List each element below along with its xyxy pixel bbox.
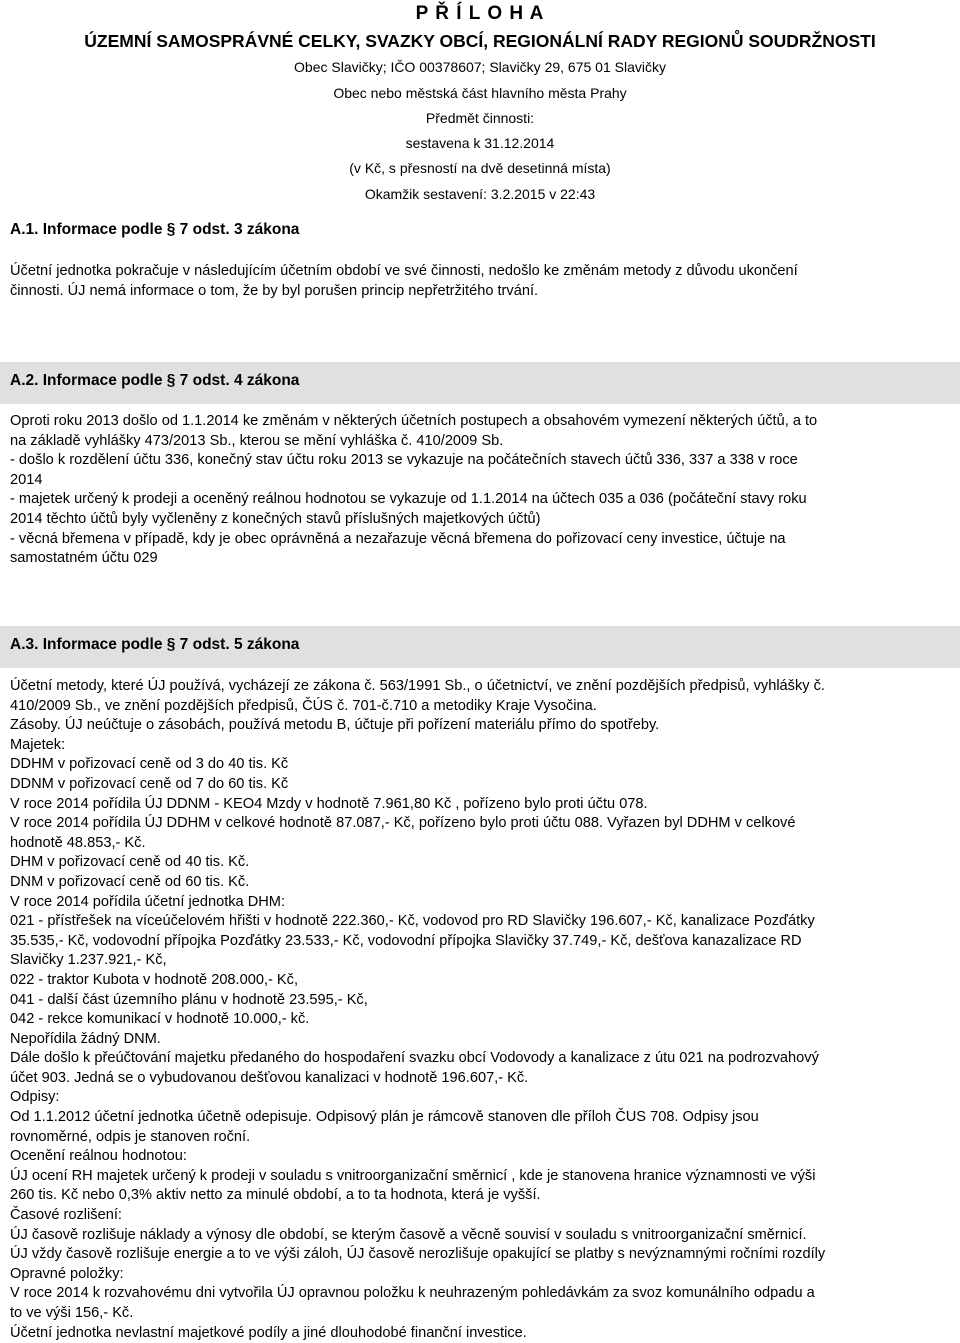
section-heading-a3: A.3. Informace podle § 7 odst. 5 zákona xyxy=(10,636,300,653)
text-line: Oproti roku 2013 došlo od 1.1.2014 ke změnám v některých účetních postupech a obsahovém vymezení některých účtů, a to xyxy=(10,413,818,429)
text-line: Odpisy: xyxy=(10,1089,60,1106)
entity-line: Obec Slavičky; IČO 00378607; Slavičky 29, 675 01 Slavičky xyxy=(294,59,666,75)
timestamp-line: Okamžik sestavení: 3.2.2015 v 22:43 xyxy=(364,186,596,202)
text-line: DNM v pořizovací ceně od 60 tis. Kč. xyxy=(10,873,250,890)
text-line: 410/2009 Sb., ve znění pozdějších předpisů, ČÚS č. 701-č.710 a metodiky Kraje Vysočina. xyxy=(10,697,597,714)
text-line: činnosti. ÚJ nemá informace o tom, že by byl porušen princip nepřetržitého trvání. xyxy=(10,282,539,299)
text-line: DDHM v pořizovací ceně od 3 do 40 tis. Kč xyxy=(10,756,289,773)
text-line: V roce 2014 k rozvahovému dni vytvořila ÚJ opravnou položku k neuhrazeným pohledávkám za svoz komunálního odpadu a xyxy=(10,1285,815,1302)
section-heading-a1: A.1. Informace podle § 7 odst. 3 zákona xyxy=(10,221,300,238)
text-line: - věcná břemena v případě, kdy je obec oprávněná a nezařazuje věcná břemena do pořizovací ceny investice, účtuje na xyxy=(10,530,786,547)
text-line: hodnotě 48.853,- Kč. xyxy=(10,834,146,851)
text-line: rovnoměrné, odpis je stanoven roční. xyxy=(10,1128,251,1145)
text-line: Účetní jednotka pokračuje v následujícím účetním období ve své činnosti, nedošlo ke změnám metody z důvodu ukončení xyxy=(10,263,798,279)
text-line: Majetek: xyxy=(10,736,66,753)
text-line: - došlo k rozdělení účtu 336, konečný stav účtu roku 2013 se vykazuje na počátečních stavech účtů 336, 337 a 338 v roce xyxy=(10,452,798,469)
text-line: ÚJ ocení RH majetek určený k prodeji v souladu s vnitroorganizační směrnicí , kde je stanovena hranice významnosti ve výši xyxy=(10,1167,816,1184)
text-line: to ve výši 156,- Kč. xyxy=(10,1305,134,1321)
subject-line: Předmět činnosti: xyxy=(425,110,535,126)
entity-type-line: Obec nebo městská část hlavního města Prahy xyxy=(333,85,627,101)
text-line: samostatném účtu 029 xyxy=(10,550,158,567)
section-body-a1 xyxy=(10,262,950,301)
text-line: účet 903. Jedná se o vybudovanou dešťovou kanalizaci v hodnotě 196.607,- Kč. xyxy=(10,1069,529,1086)
units-line: (v Kč, s přesností na dvě desetinná místa) xyxy=(349,160,611,176)
text-line: Od 1.1.2012 účetní jednotka účetně odepisuje. Odpisový plán je rámcově stanoven dle příloh ČUS 708. Odpisy jsou xyxy=(10,1109,759,1126)
section-heading-a2: A.2. Informace podle § 7 odst. 4 zákona xyxy=(10,372,300,389)
text-line: V roce 2014 pořídila účetní jednotka DHM: xyxy=(10,893,286,910)
section-body-a3 xyxy=(10,677,950,1343)
text-line: 2014 těchto účtů byly vyčleněny z konečných stavů příslušných majetkových účtů) xyxy=(10,510,541,527)
text-line: Účetní metody, které ÚJ používá, vycházejí ze zákona č. 563/1991 Sb., o účetnictví, ve znění pozdějších předpisů, vyhlášky č. xyxy=(10,678,825,694)
text-line: Ocenění reálnou hodnotou: xyxy=(10,1148,187,1165)
text-line: 35.535,- Kč, vodovodní přípojka Pozďátky 23.533,- Kč, vodovodní přípojka Slavičky 37.749,- Kč, dešťova kanazalizace RD xyxy=(10,932,802,949)
text-line: 260 tis. Kč nebo 0,3% aktiv netto za minulé období, a to ta hodnota, která je vyšší. xyxy=(10,1187,541,1204)
text-line: DHM v pořizovací ceně od 40 tis. Kč. xyxy=(10,854,250,871)
text-line: 021 - přístřešek na víceúčelovém hřišti v hodnotě 222.360,- Kč, vodovod pro RD Slavičky 196.607,- Kč, kanalizace Pozďátky xyxy=(10,913,815,930)
text-line: ÚJ vždy časově rozlišuje energie a to ve výši záloh, ÚJ časově nerozlišuje opakující se platby s nevýznamnými ročními rozdíly xyxy=(10,1246,826,1263)
text-line: Slavičky 1.237.921,- Kč, xyxy=(10,952,167,969)
compiled-date-line: sestavena k 31.12.2014 xyxy=(405,135,555,151)
section-body-a2 xyxy=(10,412,950,569)
text-line: Zásoby. ÚJ neúčtuje o zásobách, používá metodu B, účtuje při pořízení materiálu přímo do spotřeby. xyxy=(10,717,660,734)
text-line: Nepořídila žádný DNM. xyxy=(10,1030,161,1047)
text-line: na základě vyhlášky 473/2013 Sb., kterou se mění vyhláška č. 410/2009 Sb. xyxy=(10,432,504,449)
text-line: Účetní jednotka nevlastní majetkové podíly a jiné dlouhodobé finanční investice. xyxy=(10,1324,527,1341)
document-title: P Ř Í L O H A xyxy=(415,3,545,24)
text-line: V roce 2014 pořídila ÚJ DDHM v celkové hodnotě 87.087,- Kč, pořízeno bylo proti účtu 088. Vyřazen byl DDHM v celkové xyxy=(10,815,796,832)
text-line: Dále došlo k přeúčtování majetku předaného do hospodaření svazku obcí Vodovody a kanalizace z útu 021 na podrozvahový xyxy=(10,1050,819,1067)
text-line: DDNM v pořizovací ceně od 7 do 60 tis. Kč xyxy=(10,775,289,792)
text-line: 041 - další část územního plánu v hodnotě 23.595,- Kč, xyxy=(10,991,368,1008)
organization-heading: ÚZEMNÍ SAMOSPRÁVNÉ CELKY, SVAZKY OBCÍ, REGIONÁLNÍ RADY REGIONŮ SOUDRŽNOSTI xyxy=(84,31,876,51)
text-line: Časové rozlišení: xyxy=(10,1207,122,1224)
text-line: ÚJ časově rozlišuje náklady a výnosy dle období, se kterým časově a věcně souvisí v souladu s vnitroorganizační směrnicí. xyxy=(10,1226,807,1243)
text-line: 042 - rekce komunikací v hodnotě 10.000,- kč. xyxy=(10,1011,310,1028)
text-line: Opravné položky: xyxy=(10,1265,124,1282)
text-line: 022 - traktor Kubota v hodnotě 208.000,- Kč, xyxy=(10,971,299,988)
text-line: - majetek určený k prodeji a oceněný reálnou hodnotou se vykazuje od 1.1.2014 na účtech 035 a 036 (počáteční stavy roku xyxy=(10,491,807,508)
text-line: 2014 xyxy=(10,471,43,488)
text-line: V roce 2014 pořídila ÚJ DDNM - KEO4 Mzdy v hodnotě 7.961,80 Kč , pořízeno bylo proti účtu 078. xyxy=(10,795,648,812)
